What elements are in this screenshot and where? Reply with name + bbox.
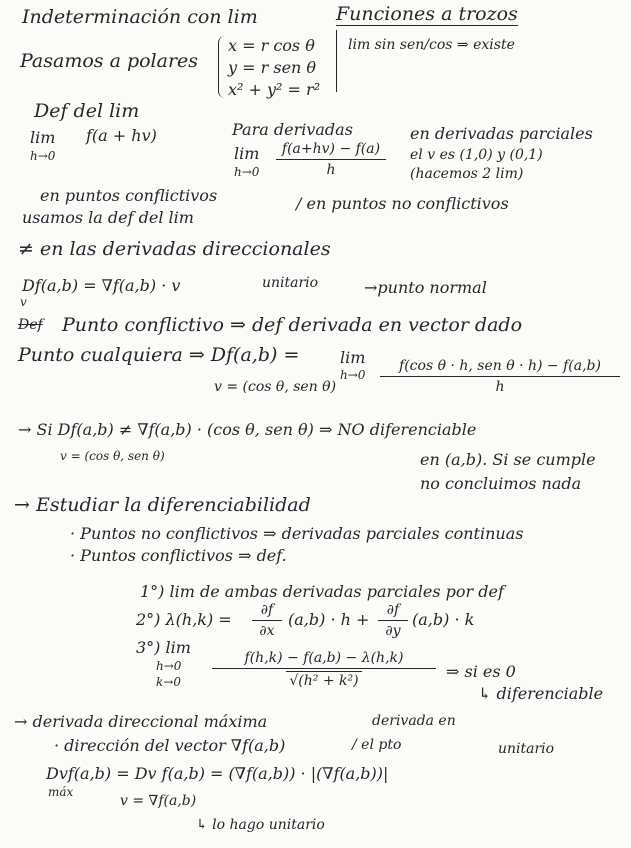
lim2-label: lim — [234, 144, 260, 163]
cualquiera-numerator: f(cos θ · h, sen θ · h) − f(a,b) — [399, 358, 601, 374]
estudiar-title: → Estudiar la diferenciabilidad — [14, 494, 311, 516]
para-derivadas: Para derivadas — [232, 120, 353, 139]
direccionales-title: ≠ en las derivadas direccionales — [18, 238, 331, 260]
step3-numerator: f(h,k) − f(a,b) − λ(h,k) — [244, 650, 404, 666]
lim3-label: lim — [340, 348, 366, 367]
step3-result2: ↳ diferenciable — [478, 684, 604, 703]
def-strikeout: Def — [18, 317, 43, 333]
step3-denominator: √(h² + k²) — [286, 671, 361, 689]
step3-sub-h: h→0 — [156, 659, 182, 673]
gradiente-formula-sub: v — [20, 295, 27, 309]
polar-eq-x: x = r cos θ — [228, 36, 315, 55]
conflictivos-line2: usamos la def del lim — [22, 208, 194, 227]
unitario-label: unitario — [262, 275, 319, 291]
derivada-numerator: f(a+hv) − f(a) — [281, 141, 381, 157]
right-title: Funciones a trozos — [336, 3, 518, 25]
gradiente-formula: Df(a,b) = ∇f(a,b) · v — [22, 276, 181, 295]
step3-lim: 3°) lim — [136, 638, 191, 657]
si-line2: en (a,b). Si se cumple — [420, 450, 596, 469]
derivada-denominator: h — [326, 162, 336, 178]
direccion-vector: · dirección del vector ∇f(a,b) — [54, 736, 286, 755]
maxima-v-eq: v = ∇f(a,b) — [120, 793, 197, 809]
punto-conflictivo: Punto conflictivo ⇒ def derivada en vector dado — [62, 314, 523, 336]
left-title: Indeterminación con lim — [22, 6, 258, 28]
cualquiera-denominator: h — [495, 379, 505, 395]
punto-normal: →punto normal — [364, 278, 487, 297]
step3-fraction — [212, 650, 436, 689]
no-conflictivos: / en puntos no conflictivos — [296, 194, 509, 213]
parciales-line1: en derivadas parciales — [410, 124, 593, 143]
estudiar-item1: · Puntos no conflictivos ⇒ derivadas parciales continuas — [70, 524, 524, 543]
right-note: lim sin sen/cos ⇒ existe — [348, 37, 515, 53]
fraction-bar — [212, 668, 436, 669]
polares-intro: Pasamos a polares — [20, 50, 199, 72]
maxima-max-sub: máx — [48, 785, 74, 799]
parciales-line2: el v es (1,0) y (0,1) — [410, 147, 543, 163]
step2-mid: (a,b) · h + — [288, 610, 370, 629]
estudiar-item2: · Puntos conflictivos ⇒ def. — [70, 546, 287, 565]
partial-y-num: ∂f — [386, 602, 400, 618]
punto-cualquiera: Punto cualquiera ⇒ Df(a,b) = — [18, 344, 300, 366]
unitario-max: unitario — [498, 741, 555, 757]
polar-eq-r: x² + y² = r² — [228, 80, 321, 99]
si-line1-sub: v = (cos θ, sen θ) — [60, 449, 165, 463]
maxima-formula: Dvf(a,b) = Dv f(a,b) = (∇f(a,b)) · |(∇f(a,b))| — [46, 764, 389, 783]
cualquiera-v: v = (cos θ, sen θ) — [214, 379, 337, 395]
lim3-sub: h→0 — [340, 368, 366, 382]
step3-result: ⇒ si es 0 — [446, 662, 516, 681]
derivada-fraction — [276, 141, 386, 178]
lim-label: lim — [30, 128, 56, 147]
derivada-en: derivada en — [372, 713, 456, 729]
def-lim-title: Def del lim — [34, 100, 140, 122]
fraction-bar — [252, 620, 282, 621]
step2-end: (a,b) · k — [412, 610, 475, 629]
si-line3: no concluimos nada — [420, 474, 582, 493]
partial-x-num: ∂f — [260, 602, 274, 618]
estudiar-step1: 1°) lim de ambas derivadas parciales por def — [140, 582, 504, 601]
cualquiera-fraction — [380, 358, 620, 395]
lim2-sub: h→0 — [234, 165, 260, 179]
partial-y-den: ∂y — [385, 623, 401, 639]
maxima-title: → derivada direccional máxima — [14, 712, 268, 731]
left-brace — [218, 36, 225, 98]
lim-sub: h→0 — [30, 149, 56, 163]
partial-x-den: ∂x — [259, 623, 275, 639]
si-line1: → Si Df(a,b) ≠ ∇f(a,b) · (cos θ, sen θ) ⇒ NO diferenciable — [18, 420, 477, 439]
partial-y — [378, 602, 408, 639]
lim-expr: f(a + hv) — [86, 126, 157, 145]
el-pto: / el pto — [352, 737, 402, 753]
partial-x — [252, 602, 282, 639]
step2-lambda: 2°) λ(h,k) = — [136, 610, 232, 629]
hago-unitario: ↳ lo hago unitario — [196, 817, 325, 833]
fraction-bar — [378, 620, 408, 621]
polar-eq-y: y = r sen θ — [228, 58, 317, 77]
divider-line — [336, 30, 337, 92]
fraction-bar — [380, 376, 620, 377]
step3-sub-k: k→0 — [156, 675, 181, 689]
parciales-line3: (hacemos 2 lim) — [410, 166, 524, 182]
fraction-bar — [276, 159, 386, 160]
conflictivos-line1: en puntos conflictivos — [40, 186, 218, 205]
